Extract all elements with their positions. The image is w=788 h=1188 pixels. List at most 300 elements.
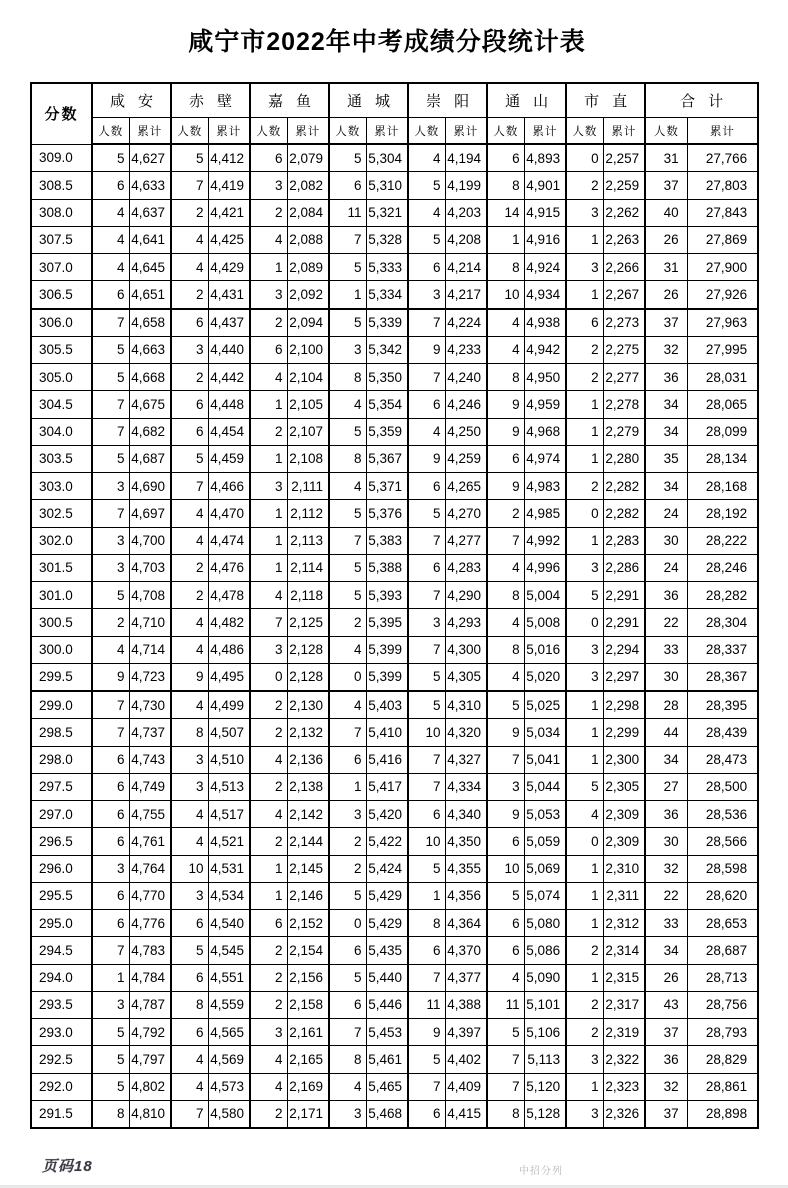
cumulative-cell: 28,566 — [687, 828, 758, 855]
cumulative-cell: 4,415 — [445, 1100, 487, 1128]
count-cell: 6 — [171, 391, 208, 418]
count-cell: 9 — [408, 336, 445, 363]
count-cell: 0 — [566, 144, 603, 172]
cumulative-header: 累计 — [445, 118, 487, 145]
count-cell: 3 — [329, 801, 366, 828]
count-cell: 40 — [645, 199, 687, 226]
count-cell: 5 — [329, 144, 366, 172]
cumulative-cell: 5,446 — [366, 991, 408, 1018]
cumulative-cell: 5,359 — [366, 418, 408, 445]
count-cell: 8 — [408, 910, 445, 937]
cumulative-cell: 4,214 — [445, 254, 487, 281]
score-cell: 309.0 — [31, 144, 92, 172]
cumulative-cell: 4,305 — [445, 663, 487, 691]
score-cell: 308.5 — [31, 172, 92, 199]
count-header: 人数 — [408, 118, 445, 145]
cumulative-cell: 2,125 — [287, 609, 329, 636]
count-cell: 3 — [92, 473, 129, 500]
table-row — [31, 1046, 758, 1073]
count-cell: 4 — [250, 801, 287, 828]
count-cell: 10 — [171, 855, 208, 882]
cumulative-cell: 4,992 — [524, 527, 566, 554]
count-cell: 5 — [92, 1019, 129, 1046]
cumulative-cell: 2,128 — [287, 636, 329, 663]
count-cell: 7 — [408, 636, 445, 663]
cumulative-cell: 4,470 — [208, 500, 250, 527]
cumulative-cell: 5,410 — [366, 719, 408, 746]
count-cell: 0 — [329, 910, 366, 937]
count-cell: 1 — [250, 855, 287, 882]
cumulative-cell: 4,521 — [208, 828, 250, 855]
cumulative-cell: 5,388 — [366, 554, 408, 581]
cumulative-cell: 4,697 — [129, 500, 171, 527]
cumulative-cell: 5,399 — [366, 663, 408, 691]
count-cell: 6 — [92, 882, 129, 909]
cumulative-cell: 28,713 — [687, 964, 758, 991]
cumulative-cell: 2,118 — [287, 582, 329, 609]
score-cell: 296.0 — [31, 855, 92, 882]
cumulative-cell: 5,399 — [366, 636, 408, 663]
count-cell: 8 — [92, 1100, 129, 1128]
count-cell: 6 — [171, 418, 208, 445]
cumulative-cell: 4,203 — [445, 199, 487, 226]
count-cell: 1 — [566, 226, 603, 253]
count-cell: 6 — [92, 172, 129, 199]
count-cell: 5 — [408, 500, 445, 527]
count-cell: 6 — [92, 910, 129, 937]
cumulative-cell: 2,130 — [287, 691, 329, 719]
cumulative-cell: 4,802 — [129, 1073, 171, 1100]
cumulative-cell: 2,282 — [603, 500, 645, 527]
cumulative-cell: 2,100 — [287, 336, 329, 363]
count-cell: 7 — [408, 773, 445, 800]
cumulative-cell: 2,267 — [603, 281, 645, 309]
count-cell: 7 — [408, 309, 445, 337]
region-header: 赤壁 — [171, 83, 250, 118]
count-cell: 2 — [250, 691, 287, 719]
count-cell: 1 — [408, 882, 445, 909]
count-cell: 6 — [408, 801, 445, 828]
table-row — [31, 172, 758, 199]
count-cell: 3 — [408, 281, 445, 309]
cumulative-cell: 5,016 — [524, 636, 566, 663]
cumulative-cell: 4,916 — [524, 226, 566, 253]
cumulative-cell: 4,743 — [129, 746, 171, 773]
count-cell: 3 — [250, 636, 287, 663]
region-header: 嘉鱼 — [250, 83, 329, 118]
count-cell: 34 — [645, 746, 687, 773]
cumulative-cell: 5,393 — [366, 582, 408, 609]
cumulative-cell: 4,974 — [524, 445, 566, 472]
cumulative-cell: 28,031 — [687, 364, 758, 391]
count-cell: 6 — [329, 746, 366, 773]
cumulative-cell: 28,653 — [687, 910, 758, 937]
cumulative-cell: 4,764 — [129, 855, 171, 882]
count-cell: 0 — [329, 663, 366, 691]
cumulative-cell: 5,034 — [524, 719, 566, 746]
count-cell: 7 — [487, 1046, 524, 1073]
cumulative-cell: 4,442 — [208, 364, 250, 391]
count-cell: 11 — [329, 199, 366, 226]
table-row — [31, 1019, 758, 1046]
cumulative-cell: 2,111 — [287, 473, 329, 500]
cumulative-cell: 5,339 — [366, 309, 408, 337]
count-cell: 5 — [171, 144, 208, 172]
cumulative-cell: 2,136 — [287, 746, 329, 773]
cumulative-cell: 2,082 — [287, 172, 329, 199]
cumulative-cell: 28,065 — [687, 391, 758, 418]
count-cell: 32 — [645, 1073, 687, 1100]
score-cell: 295.5 — [31, 882, 92, 909]
region-header: 崇阳 — [408, 83, 487, 118]
cumulative-cell: 2,262 — [603, 199, 645, 226]
count-cell: 3 — [566, 663, 603, 691]
count-cell: 30 — [645, 663, 687, 691]
score-cell: 293.5 — [31, 991, 92, 1018]
cumulative-cell: 5,429 — [366, 882, 408, 909]
cumulative-cell: 4,370 — [445, 937, 487, 964]
cumulative-cell: 28,168 — [687, 473, 758, 500]
count-cell: 7 — [487, 1073, 524, 1100]
cumulative-cell: 5,041 — [524, 746, 566, 773]
table-row — [31, 309, 758, 337]
cumulative-cell: 2,145 — [287, 855, 329, 882]
count-cell: 5 — [329, 254, 366, 281]
count-cell: 4 — [408, 199, 445, 226]
cumulative-cell: 4,783 — [129, 937, 171, 964]
cumulative-cell: 4,246 — [445, 391, 487, 418]
cumulative-cell: 4,682 — [129, 418, 171, 445]
cumulative-cell: 4,545 — [208, 937, 250, 964]
count-cell: 6 — [487, 445, 524, 472]
score-cell: 304.0 — [31, 418, 92, 445]
cumulative-cell: 4,658 — [129, 309, 171, 337]
cumulative-cell: 4,466 — [208, 473, 250, 500]
cumulative-cell: 5,465 — [366, 1073, 408, 1100]
cumulative-cell: 5,106 — [524, 1019, 566, 1046]
cumulative-cell: 4,412 — [208, 144, 250, 172]
count-cell: 7 — [408, 1073, 445, 1100]
cumulative-cell: 4,714 — [129, 636, 171, 663]
cumulative-cell: 4,356 — [445, 882, 487, 909]
count-cell: 8 — [171, 719, 208, 746]
count-cell: 3 — [92, 991, 129, 1018]
cumulative-cell: 4,409 — [445, 1073, 487, 1100]
cumulative-cell: 4,478 — [208, 582, 250, 609]
cumulative-cell: 4,495 — [208, 663, 250, 691]
cumulative-cell: 5,453 — [366, 1019, 408, 1046]
cumulative-cell: 4,985 — [524, 500, 566, 527]
count-cell: 5 — [92, 1046, 129, 1073]
cumulative-cell: 4,440 — [208, 336, 250, 363]
cumulative-cell: 5,304 — [366, 144, 408, 172]
cumulative-cell: 4,637 — [129, 199, 171, 226]
count-cell: 4 — [250, 582, 287, 609]
region-header: 合计 — [645, 83, 758, 118]
score-cell: 303.5 — [31, 445, 92, 472]
cumulative-cell: 2,114 — [287, 554, 329, 581]
region-header: 通山 — [487, 83, 566, 118]
count-cell: 8 — [487, 172, 524, 199]
count-header: 人数 — [487, 118, 524, 145]
cumulative-cell: 27,926 — [687, 281, 758, 309]
count-cell: 4 — [487, 609, 524, 636]
cumulative-cell: 4,934 — [524, 281, 566, 309]
score-cell: 301.0 — [31, 582, 92, 609]
count-cell: 4 — [250, 746, 287, 773]
count-cell: 6 — [171, 964, 208, 991]
count-cell: 33 — [645, 636, 687, 663]
count-cell: 7 — [408, 964, 445, 991]
count-cell: 4 — [329, 473, 366, 500]
table-row — [31, 636, 758, 663]
count-cell: 2 — [171, 364, 208, 391]
count-cell: 4 — [250, 364, 287, 391]
table-row — [31, 554, 758, 581]
score-cell: 302.5 — [31, 500, 92, 527]
count-cell: 6 — [250, 910, 287, 937]
count-cell: 5 — [408, 855, 445, 882]
count-cell: 9 — [408, 445, 445, 472]
count-cell: 4 — [92, 226, 129, 253]
count-header: 人数 — [171, 118, 208, 145]
count-cell: 6 — [566, 309, 603, 337]
cumulative-cell: 4,787 — [129, 991, 171, 1018]
count-cell: 3 — [566, 554, 603, 581]
cumulative-cell: 28,620 — [687, 882, 758, 909]
count-cell: 30 — [645, 828, 687, 855]
table-row — [31, 801, 758, 828]
count-cell: 1 — [566, 719, 603, 746]
cumulative-cell: 4,377 — [445, 964, 487, 991]
cumulative-cell: 4,327 — [445, 746, 487, 773]
cumulative-cell: 4,924 — [524, 254, 566, 281]
cumulative-cell: 5,310 — [366, 172, 408, 199]
cumulative-cell: 27,766 — [687, 144, 758, 172]
cumulative-cell: 28,282 — [687, 582, 758, 609]
count-cell: 1 — [566, 882, 603, 909]
count-cell: 7 — [250, 609, 287, 636]
table-group-row — [31, 83, 758, 118]
cumulative-cell: 2,297 — [603, 663, 645, 691]
count-cell: 6 — [250, 336, 287, 363]
cumulative-cell: 5,101 — [524, 991, 566, 1018]
count-cell: 36 — [645, 364, 687, 391]
cumulative-cell: 2,113 — [287, 527, 329, 554]
cumulative-cell: 2,275 — [603, 336, 645, 363]
count-cell: 2 — [250, 828, 287, 855]
cumulative-cell: 2,323 — [603, 1073, 645, 1100]
cumulative-cell: 4,476 — [208, 554, 250, 581]
count-cell: 3 — [566, 1046, 603, 1073]
count-cell: 6 — [92, 801, 129, 828]
table-row — [31, 336, 758, 363]
cumulative-cell: 4,580 — [208, 1100, 250, 1128]
cumulative-cell: 2,314 — [603, 937, 645, 964]
count-cell: 37 — [645, 1019, 687, 1046]
cumulative-cell: 4,569 — [208, 1046, 250, 1073]
count-cell: 1 — [250, 445, 287, 472]
cumulative-cell: 4,474 — [208, 527, 250, 554]
count-cell: 8 — [487, 364, 524, 391]
count-cell: 5 — [408, 663, 445, 691]
cumulative-cell: 5,417 — [366, 773, 408, 800]
cumulative-cell: 2,310 — [603, 855, 645, 882]
cumulative-cell: 5,113 — [524, 1046, 566, 1073]
count-cell: 36 — [645, 801, 687, 828]
table-row — [31, 281, 758, 309]
cumulative-cell: 28,861 — [687, 1073, 758, 1100]
cumulative-cell: 28,473 — [687, 746, 758, 773]
table-row — [31, 719, 758, 746]
count-cell: 8 — [487, 1100, 524, 1128]
count-cell: 7 — [92, 309, 129, 337]
table-row — [31, 527, 758, 554]
table-header — [31, 83, 758, 144]
count-cell: 2 — [250, 1100, 287, 1128]
count-cell: 10 — [408, 828, 445, 855]
count-cell: 1 — [250, 391, 287, 418]
count-cell: 3 — [566, 1100, 603, 1128]
cumulative-cell: 4,320 — [445, 719, 487, 746]
cumulative-cell: 4,482 — [208, 609, 250, 636]
cumulative-cell: 4,459 — [208, 445, 250, 472]
count-cell: 8 — [329, 364, 366, 391]
table-row — [31, 1100, 758, 1128]
score-cell: 306.0 — [31, 309, 92, 337]
cumulative-cell: 2,171 — [287, 1100, 329, 1128]
cumulative-cell: 4,429 — [208, 254, 250, 281]
count-cell: 2 — [250, 719, 287, 746]
cumulative-cell: 2,286 — [603, 554, 645, 581]
count-cell: 6 — [92, 828, 129, 855]
count-cell: 2 — [566, 336, 603, 363]
count-cell: 6 — [487, 144, 524, 172]
count-cell: 7 — [92, 937, 129, 964]
cumulative-cell: 4,290 — [445, 582, 487, 609]
count-cell: 5 — [171, 445, 208, 472]
cumulative-cell: 2,132 — [287, 719, 329, 746]
score-cell: 299.5 — [31, 663, 92, 691]
cumulative-cell: 4,797 — [129, 1046, 171, 1073]
table-row — [31, 473, 758, 500]
cumulative-cell: 2,138 — [287, 773, 329, 800]
cumulative-cell: 5,004 — [524, 582, 566, 609]
cumulative-cell: 2,299 — [603, 719, 645, 746]
cumulative-cell: 5,053 — [524, 801, 566, 828]
cumulative-cell: 4,737 — [129, 719, 171, 746]
score-cell: 300.0 — [31, 636, 92, 663]
page-number: 页码18 — [42, 1158, 93, 1175]
cumulative-cell: 5,090 — [524, 964, 566, 991]
cumulative-cell: 4,431 — [208, 281, 250, 309]
cumulative-cell: 2,154 — [287, 937, 329, 964]
count-header: 人数 — [250, 118, 287, 145]
cumulative-cell: 28,246 — [687, 554, 758, 581]
cumulative-cell: 28,687 — [687, 937, 758, 964]
cumulative-cell: 4,893 — [524, 144, 566, 172]
score-cell: 299.0 — [31, 691, 92, 719]
count-cell: 1 — [566, 527, 603, 554]
cumulative-cell: 5,371 — [366, 473, 408, 500]
count-cell: 6 — [408, 1100, 445, 1128]
count-cell: 7 — [92, 691, 129, 719]
cumulative-cell: 2,142 — [287, 801, 329, 828]
count-cell: 8 — [487, 636, 524, 663]
count-cell: 6 — [171, 1019, 208, 1046]
cumulative-cell: 2,311 — [603, 882, 645, 909]
cumulative-cell: 4,663 — [129, 336, 171, 363]
cumulative-cell: 5,328 — [366, 226, 408, 253]
cumulative-cell: 4,901 — [524, 172, 566, 199]
cumulative-cell: 4,419 — [208, 172, 250, 199]
count-cell: 14 — [487, 199, 524, 226]
cumulative-cell: 4,531 — [208, 855, 250, 882]
cumulative-cell: 5,074 — [524, 882, 566, 909]
cumulative-cell: 28,500 — [687, 773, 758, 800]
cumulative-cell: 4,534 — [208, 882, 250, 909]
cumulative-cell: 2,273 — [603, 309, 645, 337]
cumulative-cell: 5,383 — [366, 527, 408, 554]
count-cell: 2 — [329, 855, 366, 882]
cumulative-cell: 4,425 — [208, 226, 250, 253]
count-cell: 3 — [329, 1100, 366, 1128]
cumulative-cell: 28,756 — [687, 991, 758, 1018]
count-cell: 5 — [92, 144, 129, 172]
cumulative-cell: 4,770 — [129, 882, 171, 909]
count-cell: 4 — [329, 691, 366, 719]
count-cell: 3 — [250, 473, 287, 500]
count-cell: 1 — [250, 882, 287, 909]
count-header: 人数 — [92, 118, 129, 145]
cumulative-cell: 5,350 — [366, 364, 408, 391]
count-cell: 36 — [645, 1046, 687, 1073]
cumulative-cell: 4,454 — [208, 418, 250, 445]
count-cell: 1 — [566, 391, 603, 418]
count-cell: 6 — [329, 937, 366, 964]
cumulative-cell: 5,069 — [524, 855, 566, 882]
cumulative-cell: 4,224 — [445, 309, 487, 337]
score-cell: 306.5 — [31, 281, 92, 309]
count-cell: 32 — [645, 336, 687, 363]
count-cell: 4 — [92, 199, 129, 226]
count-cell: 1 — [566, 910, 603, 937]
count-cell: 3 — [566, 636, 603, 663]
count-cell: 1 — [566, 1073, 603, 1100]
table-row — [31, 746, 758, 773]
cumulative-cell: 4,645 — [129, 254, 171, 281]
cumulative-cell: 2,277 — [603, 364, 645, 391]
cumulative-cell: 4,507 — [208, 719, 250, 746]
count-cell: 26 — [645, 281, 687, 309]
count-cell: 2 — [566, 1019, 603, 1046]
cumulative-cell: 2,309 — [603, 828, 645, 855]
cumulative-cell: 28,192 — [687, 500, 758, 527]
count-cell: 1 — [566, 418, 603, 445]
count-cell: 9 — [487, 801, 524, 828]
cumulative-cell: 28,439 — [687, 719, 758, 746]
count-cell: 2 — [171, 554, 208, 581]
cumulative-cell: 5,342 — [366, 336, 408, 363]
cumulative-cell: 4,651 — [129, 281, 171, 309]
table-row — [31, 199, 758, 226]
cumulative-cell: 2,257 — [603, 144, 645, 172]
count-cell: 3 — [487, 773, 524, 800]
table-row — [31, 991, 758, 1018]
cumulative-cell: 2,291 — [603, 609, 645, 636]
cumulative-cell: 5,354 — [366, 391, 408, 418]
count-cell: 1 — [487, 226, 524, 253]
